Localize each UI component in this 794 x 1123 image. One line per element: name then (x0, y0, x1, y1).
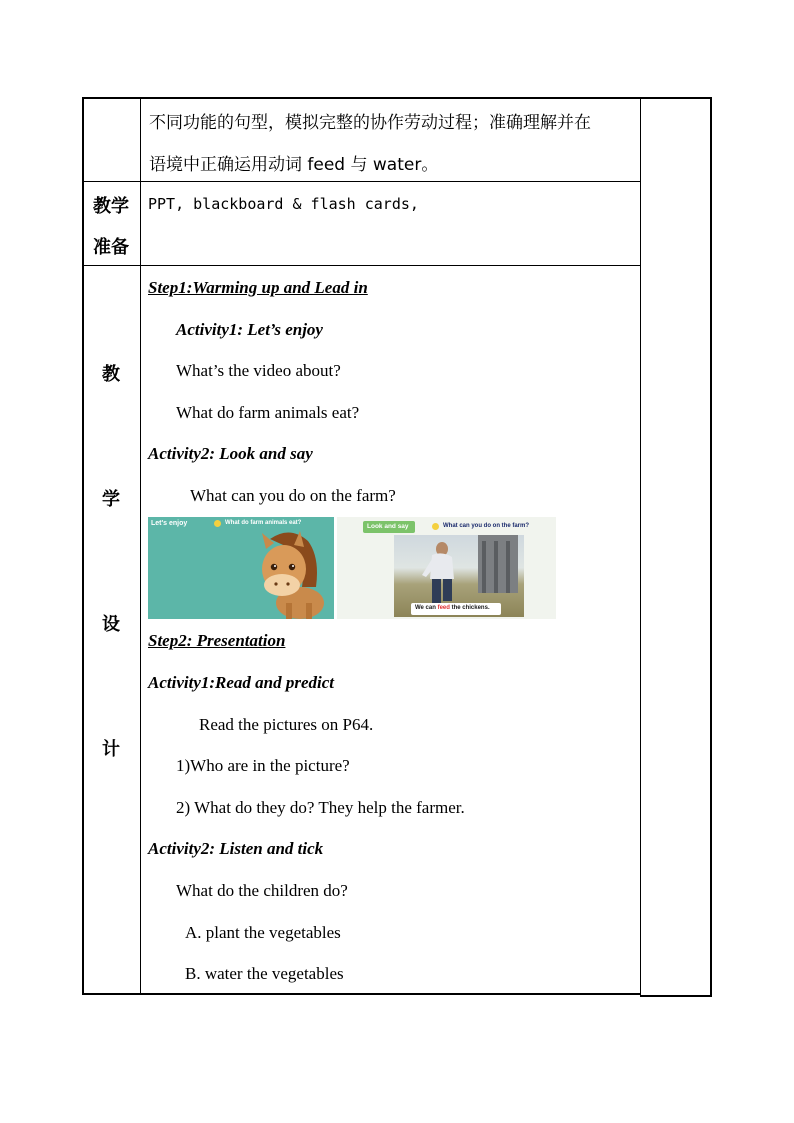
objectives-line-1: 不同功能的句型，模拟完整的协作劳动过程；准确理解并在 (149, 113, 591, 133)
col2-divider (640, 97, 641, 994)
question-what-do: 2) What do they do? They help the farmer. (176, 798, 465, 817)
step1-heading: Step1:Warming up and Lead in (148, 278, 368, 297)
design-label-char-1: 教 (102, 364, 120, 385)
caption-verb: feed (437, 605, 450, 611)
lets-enjoy-question: What do farm animals eat? (225, 520, 302, 526)
right-col-bottom-border (640, 995, 712, 997)
row2-divider (82, 265, 641, 266)
look-and-say-question: What can you do on the farm? (443, 523, 530, 529)
design-label-char-3: 设 (102, 614, 120, 635)
lets-enjoy-tag: Let's enjoy (151, 520, 188, 527)
question-who: 1)Who are in the picture? (176, 756, 350, 775)
prep-label-line-2: 准备 (93, 237, 129, 258)
bulb-icon (432, 523, 439, 530)
step2-heading: Step2: Presentation (148, 631, 286, 650)
option-a: A. plant the vegetables (185, 923, 341, 942)
look-and-say-tag: Look and say (367, 523, 409, 530)
table-left-border (82, 97, 84, 994)
look-and-say-screenshot (337, 517, 556, 619)
read-pictures-text: Read the pictures on P64. (199, 715, 374, 734)
objectives-line-2: 语境中正确运用动词 feed 与 water。 (149, 155, 439, 175)
prep-label-line-1: 教学 (93, 196, 129, 217)
design-label-char-2: 学 (102, 489, 120, 510)
caption-post: the chickens. (449, 605, 490, 611)
design-label-char-4: 计 (102, 739, 120, 760)
step1-activity1-heading: Activity1: Let’s enjoy (176, 320, 323, 339)
row1-divider (82, 181, 641, 182)
horse-illustration (250, 527, 334, 619)
prep-content: PPT, blackboard & flash cards, (148, 195, 419, 213)
caption-pre: We can (415, 605, 438, 611)
step1-activity2-heading: Activity2: Look and say (148, 444, 313, 463)
question-children: What do the children do? (176, 881, 348, 900)
option-b: B. water the vegetables (185, 964, 344, 983)
table-bottom-border (82, 993, 641, 995)
question-farm: What can you do on the farm? (190, 486, 396, 505)
step2-activity1-heading: Activity1:Read and predict (148, 673, 335, 692)
bulb-icon (214, 520, 221, 527)
col1-divider (140, 97, 141, 994)
step2-activity2-heading: Activity2: Listen and tick (148, 839, 324, 858)
question-video: What’s the video about? (176, 361, 341, 380)
question-eat: What do farm animals eat? (176, 403, 360, 422)
table-top-border (82, 97, 712, 99)
lets-enjoy-screenshot (148, 517, 334, 619)
table-right-border (710, 97, 712, 996)
photo-caption (415, 605, 490, 611)
